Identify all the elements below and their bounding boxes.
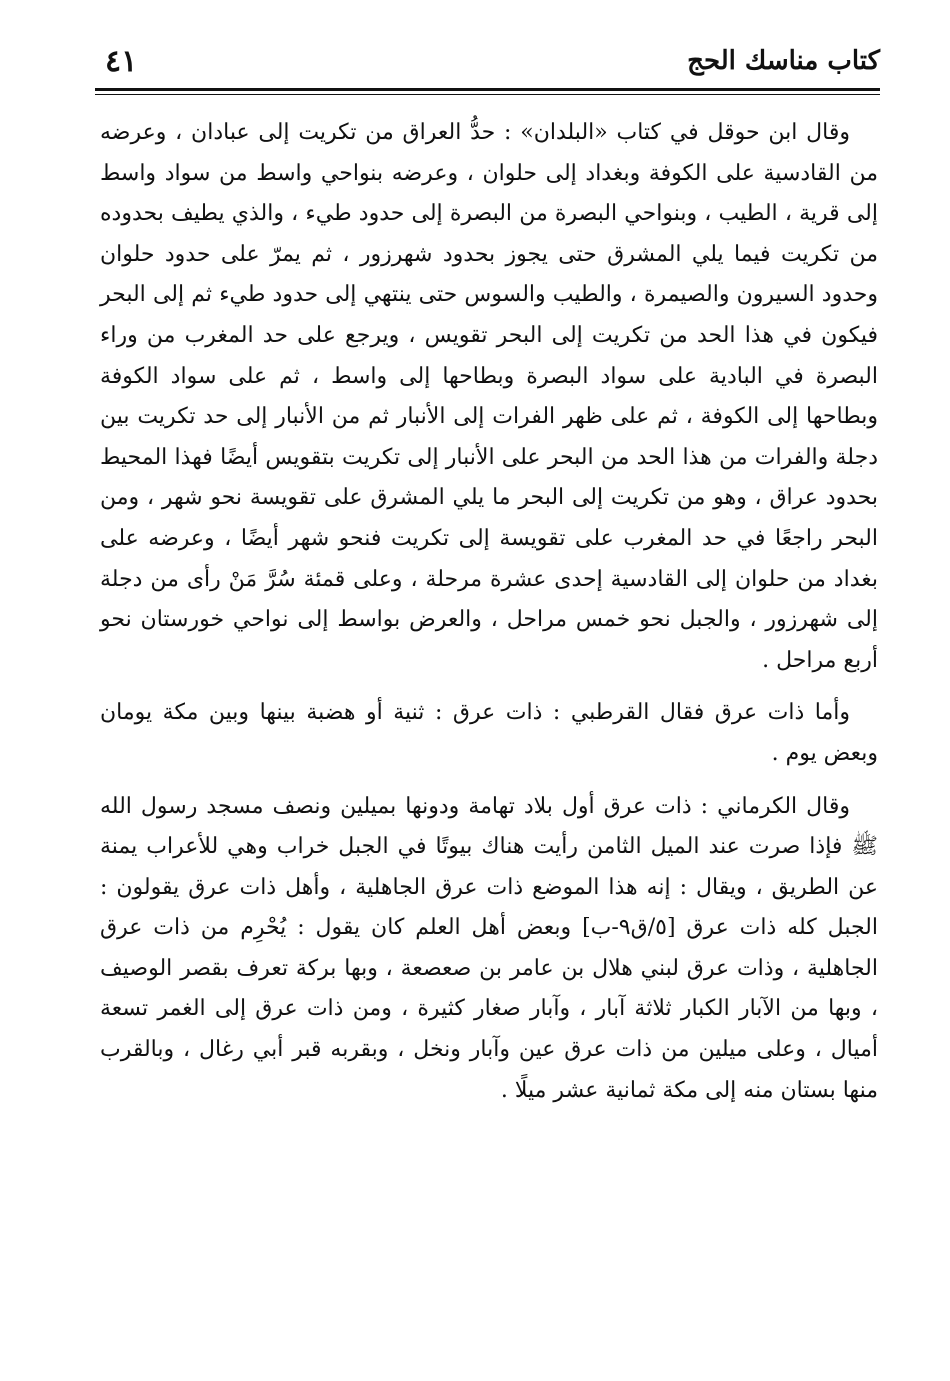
body-text [100,113,878,1111]
paragraph-ibn-hawqal: وقال ابن حوقل في كتاب «البلدان» : حدُّ العراق من تكريت إلى عبادان ، وعرضه من القادسية على الكوفة وبغداد إلى حلوان ، وعرضه بنواحي واسط من سواد واسط إلى قرية ، الطيب ، وبنواحي البصرة من البصرة إلى حدود طيء ، والذي يطيف بحدوده من تكريت فيما يلي المشرق حتى يجوز بحدود شهرزور ، ثم يمرّ على حدود حلوان وحدود السيرون والصيمرة ، والطيب والسوس حتى ينتهي إلى حدود طيء ثم إلى البحر فيكون في هذا الحد من تكريت إلى البحر تقويس ، ويرجع على حد المغرب من وراء البصرة في البادية على سواد البصرة وبطاحها إلى واسط ، ثم على سواد الكوفة وبطاحها إلى الكوفة ، ثم على ظهر الفرات إلى الأنبار ثم من الأنبار إلى حد تكريت بين دجلة والفرات من هذا الحد من البحر على الأنبار إلى تكريت بتقويس أيضًا فهذا المحيط بحدود عراق ، وهو من تكريت إلى البحر ما يلي المشرق على تقويسة نحو شهر ، ومن البحر راجعًا في حد المغرب على تقويسة إلى تكريت فنحو شهر أيضًا ، وعرضه على بغداد من حلوان إلى القادسية إحدى عشرة مرحلة ، وعلى قمئة سُرَّ مَنْ رأى من دجلة إلى شهرزور ، والجبل نحو خمس مراحل ، والعرض بواسط إلى نواحي خورستان نحو أربع مراحل . [100,120,878,673]
running-title: كتاب مناسك الحج [687,46,880,76]
paragraph-qurtubi: وأما ذات عرق فقال القرطبي : ذات عرق : ثنية أو هضبة بينها وبين مكة يومان وبعض يوم . [100,700,878,766]
header-rule-thick [95,88,880,91]
paragraph-kirmani: وقال الكرماني : ذات عرق أول بلاد تهامة ودونها بميلين ونصف مسجد رسول الله ﷺ فإذا صرت عند الميل الثامن رأيت هناك بيوتًا في الجبل خراب وهي للأعراب يمنة عن الطريق ، ويقال : إنه هذا الموضع ذات عرق الجاهلية ، وأهل ذات عرق يقولون : الجبل كله ذات عرق [٥/ق٩-ب] وبعض أهل العلم كان يقول : يُحْرِم من ذات عرق الجاهلية ، وذات عرق لبني هلال بن عامر بن صعصعة ، وبها بركة تعرف بقصر الوصيف ، وبها من الآبار الكبار ثلاثة آبار ، وآبار صغار كثيرة ، ومن ذات عرق إلى الغمر تسعة أميال ، وعلى ميلين من ذات عرق عين وآبار ونخل ، وبقربه قبر أبي رغال ، وبالقرب منها بستان منه إلى مكة ثمانية عشر ميلًا . [100,793,878,1103]
page-number: ٤١ [105,44,138,79]
header-rule-thin [95,94,880,95]
